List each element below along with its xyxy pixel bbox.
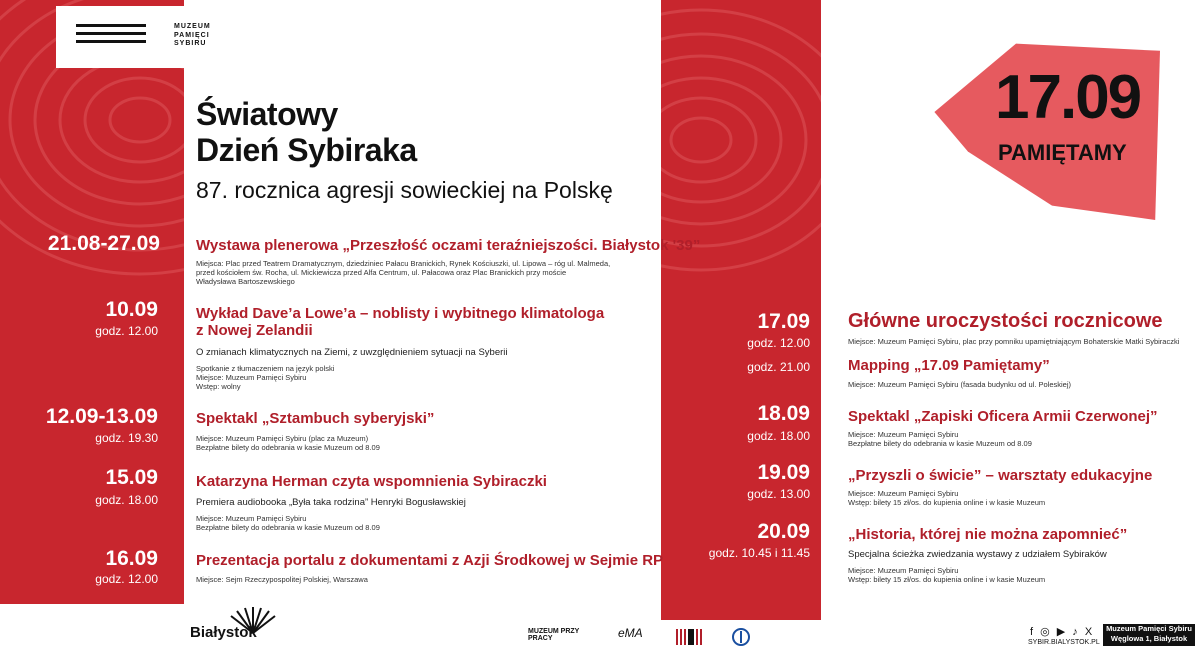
page-subtitle: 87. rocznica agresji sowieckiej na Polskę (196, 177, 613, 203)
event-date: 21.08-27.09 (47, 232, 160, 255)
event-title-cont[interactable]: z Nowej Zelandii (196, 322, 313, 339)
event-detail: Miejsce: Muzeum Pamięci Sybiru (196, 373, 307, 382)
logo-lines-icon (76, 24, 146, 48)
page-title-line-1: Światowy (196, 96, 338, 132)
event-title[interactable]: Spektakl „Sztambuch syberyjski” (196, 410, 435, 427)
event-detail: Miejsce: Sejm Rzeczypospolitej Polskiej, Warszawa (196, 575, 368, 584)
event-detail: Miejsce: Muzeum Pamięci Sybiru (fasada budynku od ul. Poleskiej) (848, 380, 1072, 389)
partner-logo-round-icon[interactable] (732, 628, 750, 646)
event-detail: Bezpłatne bilety do odebrania w kasie Muzeum od 8.09 (848, 439, 1032, 448)
event-description: Premiera audiobooka „Była taka rodzina” Henryki Bogusławskiej (196, 497, 466, 508)
event-time: godz. 12.00 (95, 572, 158, 586)
event-detail: Bezpłatne bilety do odebrania w kasie Muzeum od 8.09 (196, 443, 380, 452)
event-detail: Wstęp: bilety 15 zł/os. do kupienia online i w kasie Muzeum (848, 575, 1046, 584)
event-description: Specjalna ścieżka zwiedzania wystawy z udziałem Sybiraków (848, 549, 1107, 560)
event-title[interactable]: Wystawa plenerowa „Przeszłość oczami teraźniejszości. Białystok '39” (196, 237, 701, 254)
event-detail: Miejsce: Muzeum Pamięci Sybiru (848, 430, 959, 439)
event-title[interactable]: „Historia, której nie można zapomnieć” (848, 526, 1128, 543)
event-title[interactable]: Wykład Dave’a Lowe’a – noblisty i wybitnego klimatologa (196, 305, 605, 322)
event-date: 17.09 (757, 310, 810, 333)
museum-address-line-1: Muzeum Pamięci Sybiru (1106, 624, 1192, 633)
event-time: godz. 10.45 i 11.45 (708, 546, 810, 560)
partner-logo-museum[interactable]: MUZEUM PRZY PRACY (528, 628, 580, 642)
event-detail: Wstęp: bilety 15 zł/os. do kupienia online i w kasie Muzeum (848, 498, 1046, 507)
event-detail: Miejsce: Muzeum Pamięci Sybiru (848, 489, 959, 498)
badge-date: 17.09 (995, 63, 1141, 132)
event-time: godz. 12.00 (95, 324, 158, 338)
social-icons[interactable]: f ◎ ▶ ♪ X (1030, 626, 1095, 638)
museum-logo[interactable] (56, 6, 240, 68)
event-detail: Miejsca: Plac przed Teatrem Dramatycznym, dziedziniec Pałacu Branickich, Rynek Kościuszki, ul. Lipowa – róg ul. Malmeda, (196, 259, 611, 268)
event-title[interactable]: Prezentacja portalu z dokumentami z Azji Środkowej w Sejmie RP (196, 552, 664, 569)
event-time: godz. 19.30 (95, 431, 158, 445)
event-date: 12.09-13.09 (45, 405, 158, 428)
event-date: 18.09 (757, 402, 810, 425)
event-detail: Wstęp: wolny (196, 382, 241, 391)
event-detail: Miejsce: Muzeum Pamięci Sybiru (plac za Muzeum) (196, 434, 369, 443)
event-title[interactable]: Mapping „17.09 Pamiętamy” (848, 357, 1050, 374)
event-title[interactable]: Spektakl „Zapiski Oficera Armii Czerwonej” (848, 408, 1158, 425)
website-url[interactable]: SYBIR.BIALYSTOK.PL (1028, 639, 1100, 646)
logo-line-2: PAMIĘCI (174, 31, 210, 39)
event-time: godz. 18.00 (747, 429, 810, 443)
event-time: godz. 18.00 (95, 493, 158, 507)
event-detail: Spotkanie z tłumaczeniem na język polski (196, 364, 335, 373)
event-time: godz. 13.00 (747, 487, 810, 501)
event-date: 10.09 (105, 298, 158, 321)
event-description: O zmianach klimatycznych na Ziemi, z uwzględnieniem sytuacji na Syberii (196, 347, 508, 358)
bialystok-logo-text[interactable]: Białystok (190, 624, 257, 641)
event-time: godz. 12.00 (747, 336, 810, 350)
event-date: 16.09 (105, 547, 158, 570)
event-title-main[interactable]: Główne uroczystości rocznicowe (848, 310, 1163, 332)
event-detail: Bezpłatne bilety do odebrania w kasie Muzeum od 8.09 (196, 523, 380, 532)
event-date: 19.09 (757, 461, 810, 484)
page-title-line-2: Dzień Sybiraka (196, 132, 417, 168)
logo-line-1: MUZEUM (174, 23, 211, 30)
event-title[interactable]: „Przyszli o świcie” – warsztaty edukacyjne (848, 467, 1153, 484)
event-detail: Miejsce: Muzeum Pamięci Sybiru, plac przy pomniku upamiętniającym Bohaterskie Matki Sybiraczki (848, 337, 1180, 346)
event-date: 15.09 (105, 466, 158, 489)
event-date: 20.09 (757, 520, 810, 543)
partner-logo-stripes-icon[interactable] (676, 629, 716, 645)
event-detail: Miejsce: Muzeum Pamięci Sybiru (848, 566, 959, 575)
event-detail: Władysława Bartoszewskiego (196, 277, 295, 286)
logo-line-3: SYBIRU (174, 40, 207, 47)
badge-label: PAMIĘTAMY (998, 140, 1127, 165)
event-time: godz. 21.00 (747, 360, 810, 374)
event-title[interactable]: Katarzyna Herman czyta wspomnienia Sybiraczki (196, 473, 547, 490)
partner-logo-ema[interactable]: eMA (618, 626, 643, 640)
event-detail: przed kościołem św. Rocha, ul. Mickiewicza przed Alfa Centrum, ul. Pałacowa oraz Plac Branickich przy moście (196, 268, 567, 277)
museum-address-box (1103, 624, 1195, 646)
event-detail: Miejsce: Muzeum Pamięci Sybiru (196, 514, 307, 523)
museum-address-line-2: Węglowa 1, Białystok (1110, 634, 1188, 643)
